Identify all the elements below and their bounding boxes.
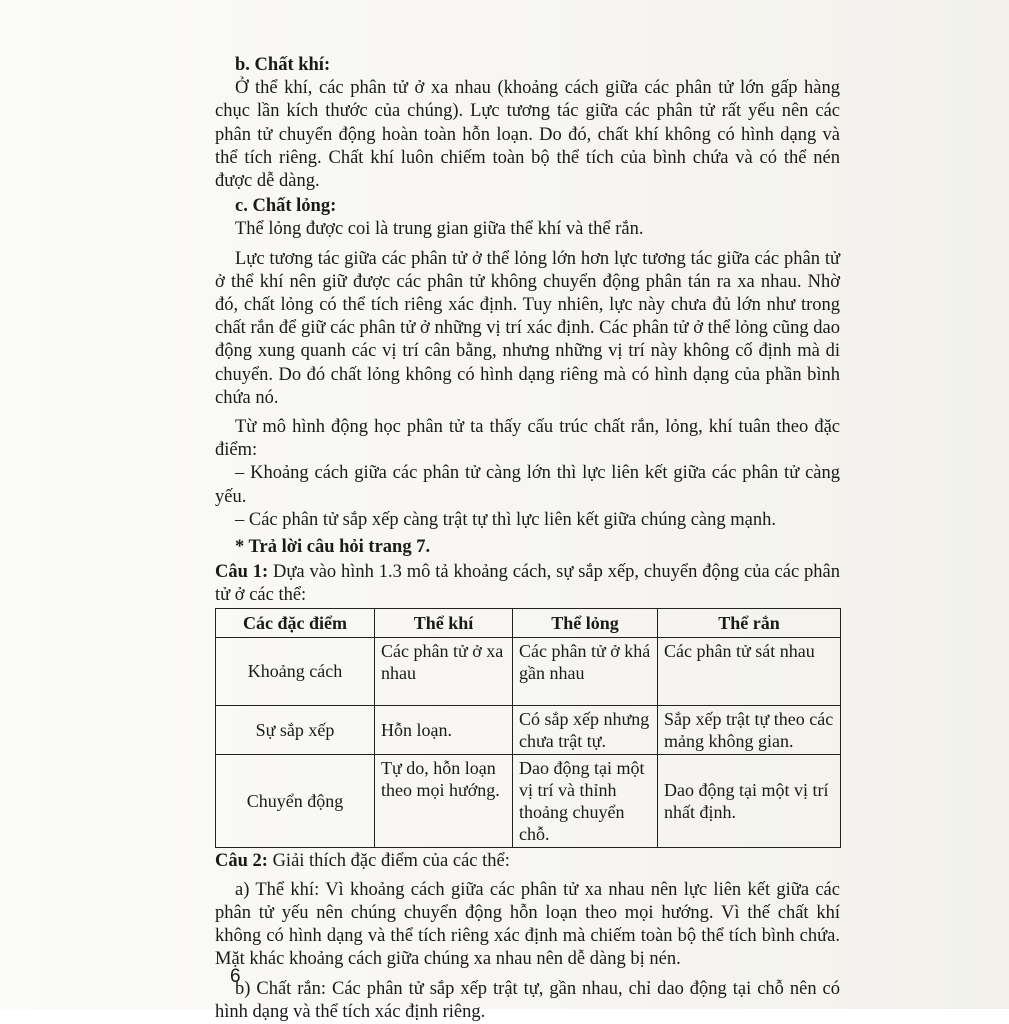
heading-liquid: c. Chất lỏng: [235,196,337,217]
page-content [215,40,840,1024]
table-cell: Các phân tử ở xa nhau [375,637,513,705]
table-cell: Các phân tử sát nhau [658,637,841,705]
paragraph-liquid-forces: Lực tương tác giữa các phân tử ở thể lỏng lớn hơn lực tương tác giữa các phân tử ở thể khí nên giữ được các phân tử không chuyển động phân tán ra xa nhau. Nhờ đó, chất lỏng có thể tích riêng xác định. Tuy nhiên, lực này chưa đủ lớn như trong chất rắn để giữ các phân tử ở những vị trí xác định. Các phân tử ở thể lỏng cũng dao động xung quanh các vị trí cân bằng, nhưng những vị trí này không cố định mà di chuyển. Do đó chất lỏng không có hình dạng riêng mà có hình dạng của phần bình chứa nó. [215,248,840,408]
page-number: 6 [230,966,241,987]
table-cell: Dao động tại một vị trí nhất định. [658,754,841,847]
table-cell: Dao động tại một vị trí và thỉnh thoảng chuyển chỗ. [513,754,658,847]
table-header-cell: Các đặc điểm [216,608,375,637]
answer-2b: b) Chất rắn: Các phân tử sắp xếp trật tự, gần nhau, chỉ dao động tại chỗ nên có hình dạng và thể tích xác định riêng. [215,978,840,1022]
states-comparison-table [215,608,841,848]
table-header-cell: Thể lỏng [513,608,658,637]
question-1 [215,561,840,607]
answers-heading: * Trả lời câu hỏi trang 7. [235,537,431,558]
table-header-row [216,608,841,637]
question-2-label: Câu 2: [215,850,268,871]
table-row [216,705,841,754]
table-row [216,637,841,705]
table-header-cell: Thể rắn [658,608,841,637]
table-row-header: Khoảng cách [216,637,375,705]
table-row-header: Sự sắp xếp [216,705,375,754]
answer-2a: a) Thể khí: Vì khoảng cách giữa các phân tử xa nhau nên lực liên kết giữa các phân tử yếu nên chúng chuyển động hỗn loạn theo mọi hướng. Vì thế chất khí không có hình dạng và thể tích riêng xác định mà chiếm toàn bộ thể tích bình chứa. Mặt khác khoảng cách giữa chúng xa nhau nên dễ dàng bị nén. [215,879,840,970]
table-cell: Hỗn loạn. [375,705,513,754]
table-cell: Các phân tử ở khá gần nhau [513,637,658,705]
paragraph-gas: Ở thể khí, các phân tử ở xa nhau (khoảng cách giữa các phân tử lớn gấp hàng chục lần kích thước của chúng). Lực tương tác giữa các phân tử rất yếu nên các phân tử chuyển động hoàn toàn hỗn loạn. Do đó, chất khí không có hình dạng và thể tích riêng. Chất khí luôn chiếm toàn bộ thể tích của bình chứa và có thể nén được dễ dàng. [215,78,840,192]
bullet-distance: – Khoảng cách giữa các phân tử càng lớn thì lực liên kết giữa các phân tử càng yếu. [215,463,840,507]
paragraph-kinetic-model: Từ mô hình động học phân tử ta thấy cấu trúc chất rắn, lỏng, khí tuân theo đặc điểm: [215,417,840,461]
table-cell: Có sắp xếp nhưng chưa trật tự. [513,705,658,754]
question-1-label: Câu 1: [215,562,269,583]
question-1-text: Dựa vào hình 1.3 mô tả khoảng cách, sự sắp xếp, chuyển động của các phân tử ở các thể: [215,562,841,606]
table-header-cell: Thể khí [375,608,513,637]
table-cell: Sắp xếp trật tự theo các mảng không gian. [658,705,841,754]
question-2 [215,850,840,873]
paragraph-liquid-intro: Thể lỏng được coi là trung gian giữa thể khí và thể rắn. [235,219,644,240]
table-row [216,754,841,847]
bullet-order: – Các phân tử sắp xếp càng trật tự thì lực liên kết giữa chúng càng mạnh. [235,509,776,530]
heading-gas: b. Chất khí: [235,55,331,75]
question-2-text: Giải thích đặc điểm của các thể: [267,850,510,871]
table-cell: Tự do, hỗn loạn theo mọi hướng. [375,754,513,847]
table-row-header: Chuyển động [216,754,375,847]
